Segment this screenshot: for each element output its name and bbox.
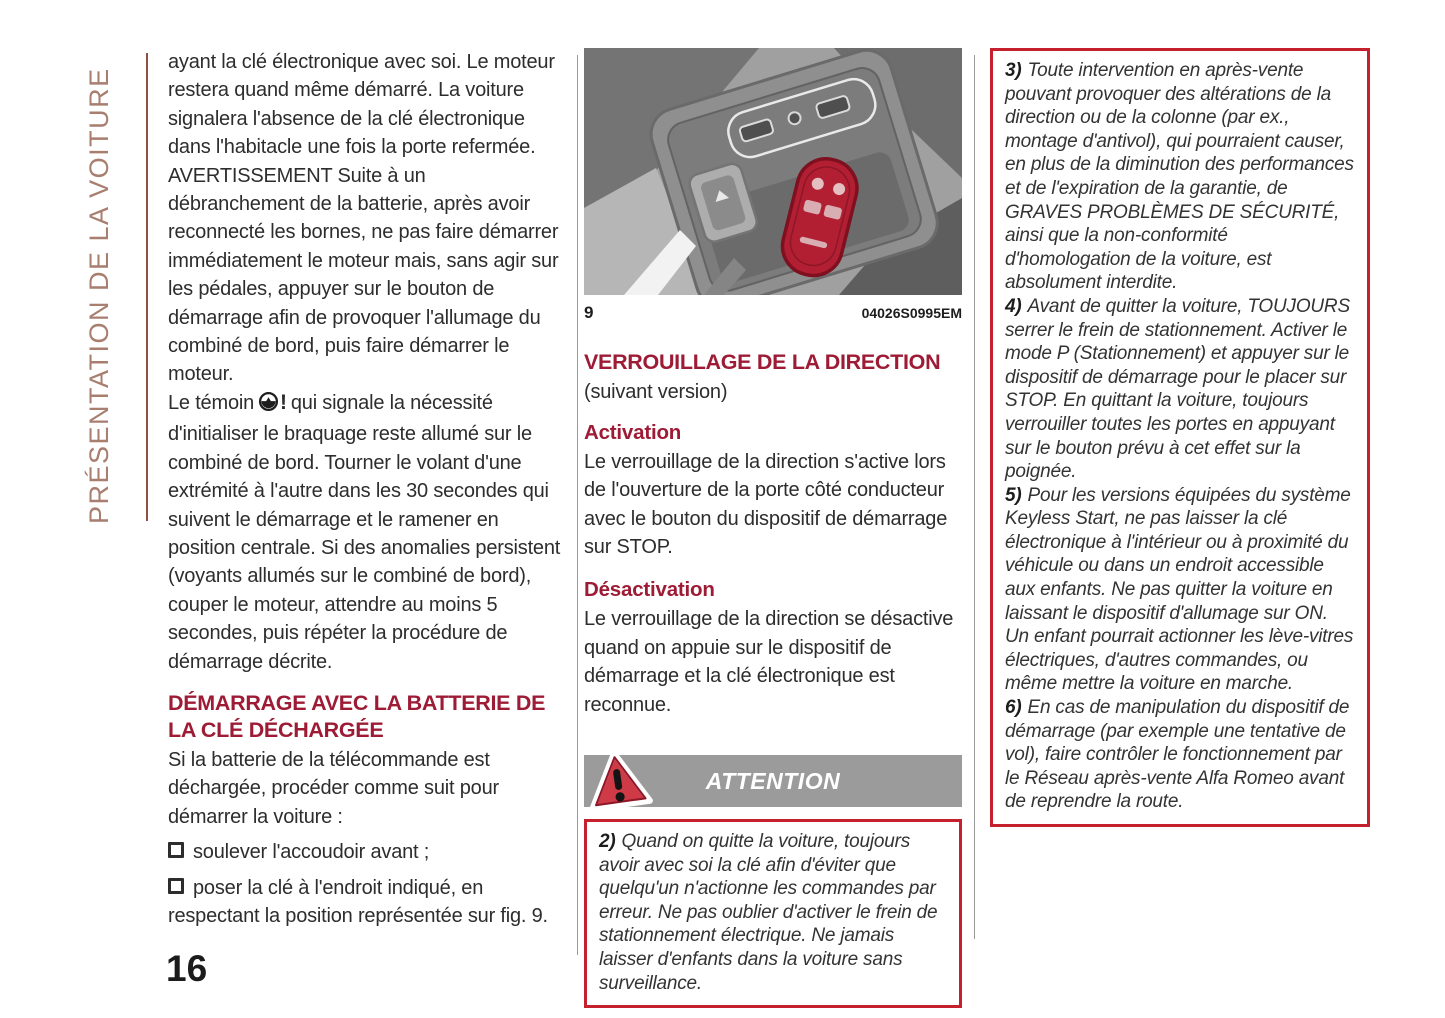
console-photo-illustration xyxy=(584,48,962,295)
figure-caption xyxy=(584,299,962,327)
bullet-text: soulever l'accoudoir avant ; xyxy=(193,841,430,864)
attention-banner xyxy=(584,755,962,807)
warning-number: 6) xyxy=(1005,697,1022,719)
attention-label: ATTENTION xyxy=(705,767,841,794)
paragraph: Le verrouillage de la direction se désactive quand on appuie sur le dispositif de démarrage et la clé électronique est reconnue. xyxy=(584,608,954,716)
warning-item xyxy=(1005,696,1355,814)
warning-number: 3) xyxy=(1005,60,1022,81)
warning-box-3-6 xyxy=(990,48,1370,827)
square-bullet-icon xyxy=(168,842,184,858)
subheading: (suivant version) xyxy=(584,381,728,404)
paragraph: ayant la clé électronique avec soi. Le moteur restera quand même démarré. La voiture signalera l'absence de la clé électronique dans l'habitacle une fois la porte refermée. xyxy=(168,51,555,159)
text-run: qui signale la nécessité d'initialiser le braquage reste allumé sur le combiné de bord. Tourner le volant d'une extrémité à l'autre dans les 30 secondes qui suivent le démarrage et le ramener en position centrale. Si des anomalies persistent (voyants allumés sur le combiné de bord), couper le moteur, attendre au moins 5 secondes, puis répéter la procédure de démarrage décrite. xyxy=(168,391,561,673)
paragraph: Le verrouillage de la direction s'active lors de l'ouverture de la porte côté conducteur avec le bouton du dispositif de démarrage sur STOP. xyxy=(584,450,948,559)
warning-item xyxy=(1005,295,1355,484)
paragraph-with-telltale xyxy=(168,389,564,676)
square-bullet-icon xyxy=(168,878,184,894)
chapter-title-vertical: PRÉSENTATION DE LA VOITURE xyxy=(84,67,114,524)
warning-triangle-icon xyxy=(580,744,656,828)
warning-number: 4) xyxy=(1005,295,1022,317)
deactivation-heading: Désactivation xyxy=(584,578,715,602)
warning-text: Quand on quitte la voiture, toujours avoir avec soi la clé afin d'éviter que quelqu'un n'actionne les commandes par erreur. Ne pas oublier d'activer le frein de stationnement électrique. Ne jamais laisser d'enfants dans la voiture sans surveillance. xyxy=(599,831,938,994)
column-2 xyxy=(584,48,962,1008)
warning-text: Avant de quitter la voiture, TOUJOURS serrer le frein de stationnement. Activer le mode P (Stationnement) et appuyer sur le dispositif de démarrage pour le placer sur STOP. En quittant la voiture, toujours verrouiller toutes les portes en appuyant sur le bouton prévu à cet effet sur la poignée. xyxy=(1005,295,1350,483)
warning-number: 2) xyxy=(599,831,616,853)
column-3 xyxy=(990,48,1370,827)
bullet-text: poser la clé à l'endroit indiqué, en respectant la position représentée sur fig. 9. xyxy=(168,876,548,927)
warning-text: Toute intervention en après-vente pouvant provoquer des altérations de la direction ou de la colonne (par ex., montage d'antivol), qui pourraient causer, en plus de la diminution des performances et de l'expiration de la garantie, de GRAVES PROBLÈMES DE SÉCURITÉ, ainsi que la non-conformité d'homologation de la voiture, est absolument interdite. xyxy=(1005,60,1354,294)
paragraph: Si la batterie de la télécommande est déchargée, procéder comme suit pour démarrer la voiture : xyxy=(168,748,499,828)
column-divider-1 xyxy=(577,55,578,955)
figure-9-console-photo xyxy=(584,48,962,295)
figure-code: 04026S0995EM xyxy=(861,305,962,321)
warning-item xyxy=(599,830,947,995)
activation-heading: Activation xyxy=(584,420,682,444)
column-divider-2 xyxy=(974,55,975,939)
steering-lock-warning-icon xyxy=(258,395,279,417)
exclamation-mark: ! xyxy=(280,390,287,414)
sidebar-rule xyxy=(146,53,148,521)
bullet-item xyxy=(168,874,564,931)
warning-box-2 xyxy=(584,819,962,1008)
paragraph: AVERTISSEMENT Suite à un débranchement de la batterie, après avoir reconnecté les bornes, ne pas faire démarrer immédiatement le moteur mais, sans agir sur les pédales, appuyer sur le bouton de démarrage afin de provoquer l'allumage du combiné de bord, puis faire démarrer le moteur. xyxy=(168,164,559,386)
section-heading: VERROUILLAGE DE LA DIRECTION xyxy=(584,350,941,375)
text-run: Le témoin xyxy=(168,391,255,414)
warning-item xyxy=(1005,484,1355,696)
column-1 xyxy=(168,48,564,930)
section-heading: DÉMARRAGE AVEC LA BATTERIE DE LA CLÉ DÉCHARGÉE xyxy=(168,690,546,742)
warning-item xyxy=(1005,59,1355,295)
page-number: 16 xyxy=(166,948,208,989)
warning-number: 5) xyxy=(1005,484,1022,506)
warning-text: En cas de manipulation du dispositif de démarrage (par exemple une tentative de vol), faire contrôler le fonctionnement par le Réseau après-vente Alfa Romeo avant de reprendre la route. xyxy=(1005,697,1350,813)
figure-number: 9 xyxy=(584,303,594,322)
bullet-item xyxy=(168,838,564,866)
warning-text: Pour les versions équipées du système Keyless Start, ne pas laisser la clé électronique à l'intérieur ou à proximité du véhicule ou dans un endroit accessible aux enfants. Ne pas quitter la voiture en laissant le dispositif d'allumage sur ON. Un enfant pourrait actionner les lève-vitres électriques, d'autres commandes, ou même mettre la voiture en marche. xyxy=(1005,484,1354,695)
